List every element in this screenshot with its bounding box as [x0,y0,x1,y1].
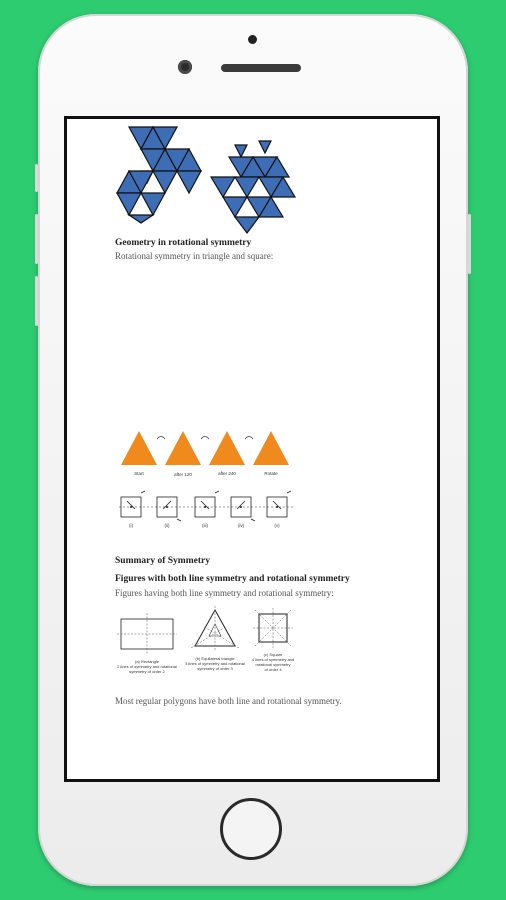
rotation-label-rotate: Rotate [264,471,278,476]
rotation-label-start: Start [134,471,144,476]
rectangle-caption-2: 2 lines of symmetry and rotational [117,664,177,669]
square-label-2: (ii) [164,523,170,528]
triangle-caption-3: symmetry of order 3 [197,666,233,671]
rotation-label-240: after 240 [218,471,236,476]
rotation-arrow-2 [201,437,209,440]
rotation-arrow-1 [157,437,165,440]
rotation-triangle-start [121,431,157,465]
square-caption-3: rotational symmetry [255,662,291,667]
triangle-pattern-figure-left [119,123,219,233]
home-button[interactable] [220,798,282,860]
square-label-5: (v) [274,523,280,528]
figures-subtext: Figures having both line symmetry and rotational symmetry: [115,588,334,598]
triangle-caption-1: (b) Equilateral triangle [195,656,235,661]
rotation-triangle-120 [165,431,201,465]
rotation-label-120: after 120 [174,472,192,477]
rotation-triangles-figure [121,431,301,483]
rotation-arrow-3 [245,437,253,440]
square-caption-2: 4 lines of symmetry and [251,657,295,662]
mute-switch [35,164,38,192]
front-camera-icon [178,60,192,74]
triangle-pattern-figure-right [209,137,309,237]
geometry-subtext: Rotational symmetry in triangle and square: [115,251,274,261]
square-caption-1: (c) Square [263,652,283,657]
square-caption-4: of order 4 [264,667,282,672]
square-label-3: (iii) [202,523,208,528]
square-label-1: (i) [129,523,133,528]
power-button [468,214,471,274]
rotation-triangle-240 [209,431,245,465]
volume-down-button [35,276,38,326]
rectangle-symmetry-figure [117,611,187,681]
closing-text: Most regular polygons have both line and rotational symmetry. [115,696,342,706]
summary-heading: Summary of Symmetry [115,556,210,566]
square-symmetry-figure [247,606,317,686]
square-rotation-figure [119,489,299,537]
geometry-heading: Geometry in rotational symmetry [115,238,252,248]
triangle-caption-2: 3 lines of symmetry and rotational [185,661,245,666]
rectangle-caption-3: symmetry of order 2 [129,669,165,674]
figures-heading: Figures with both line symmetry and rotational symmetry [115,574,350,584]
volume-up-button [35,214,38,264]
earpiece-speaker [221,64,301,72]
rotation-triangle-rotate [253,431,289,465]
document-screen[interactable] [64,116,440,782]
proximity-sensor [248,35,257,44]
square-label-4: (iv) [237,523,245,528]
rectangle-caption-1: (a) Rectangle [134,659,160,664]
